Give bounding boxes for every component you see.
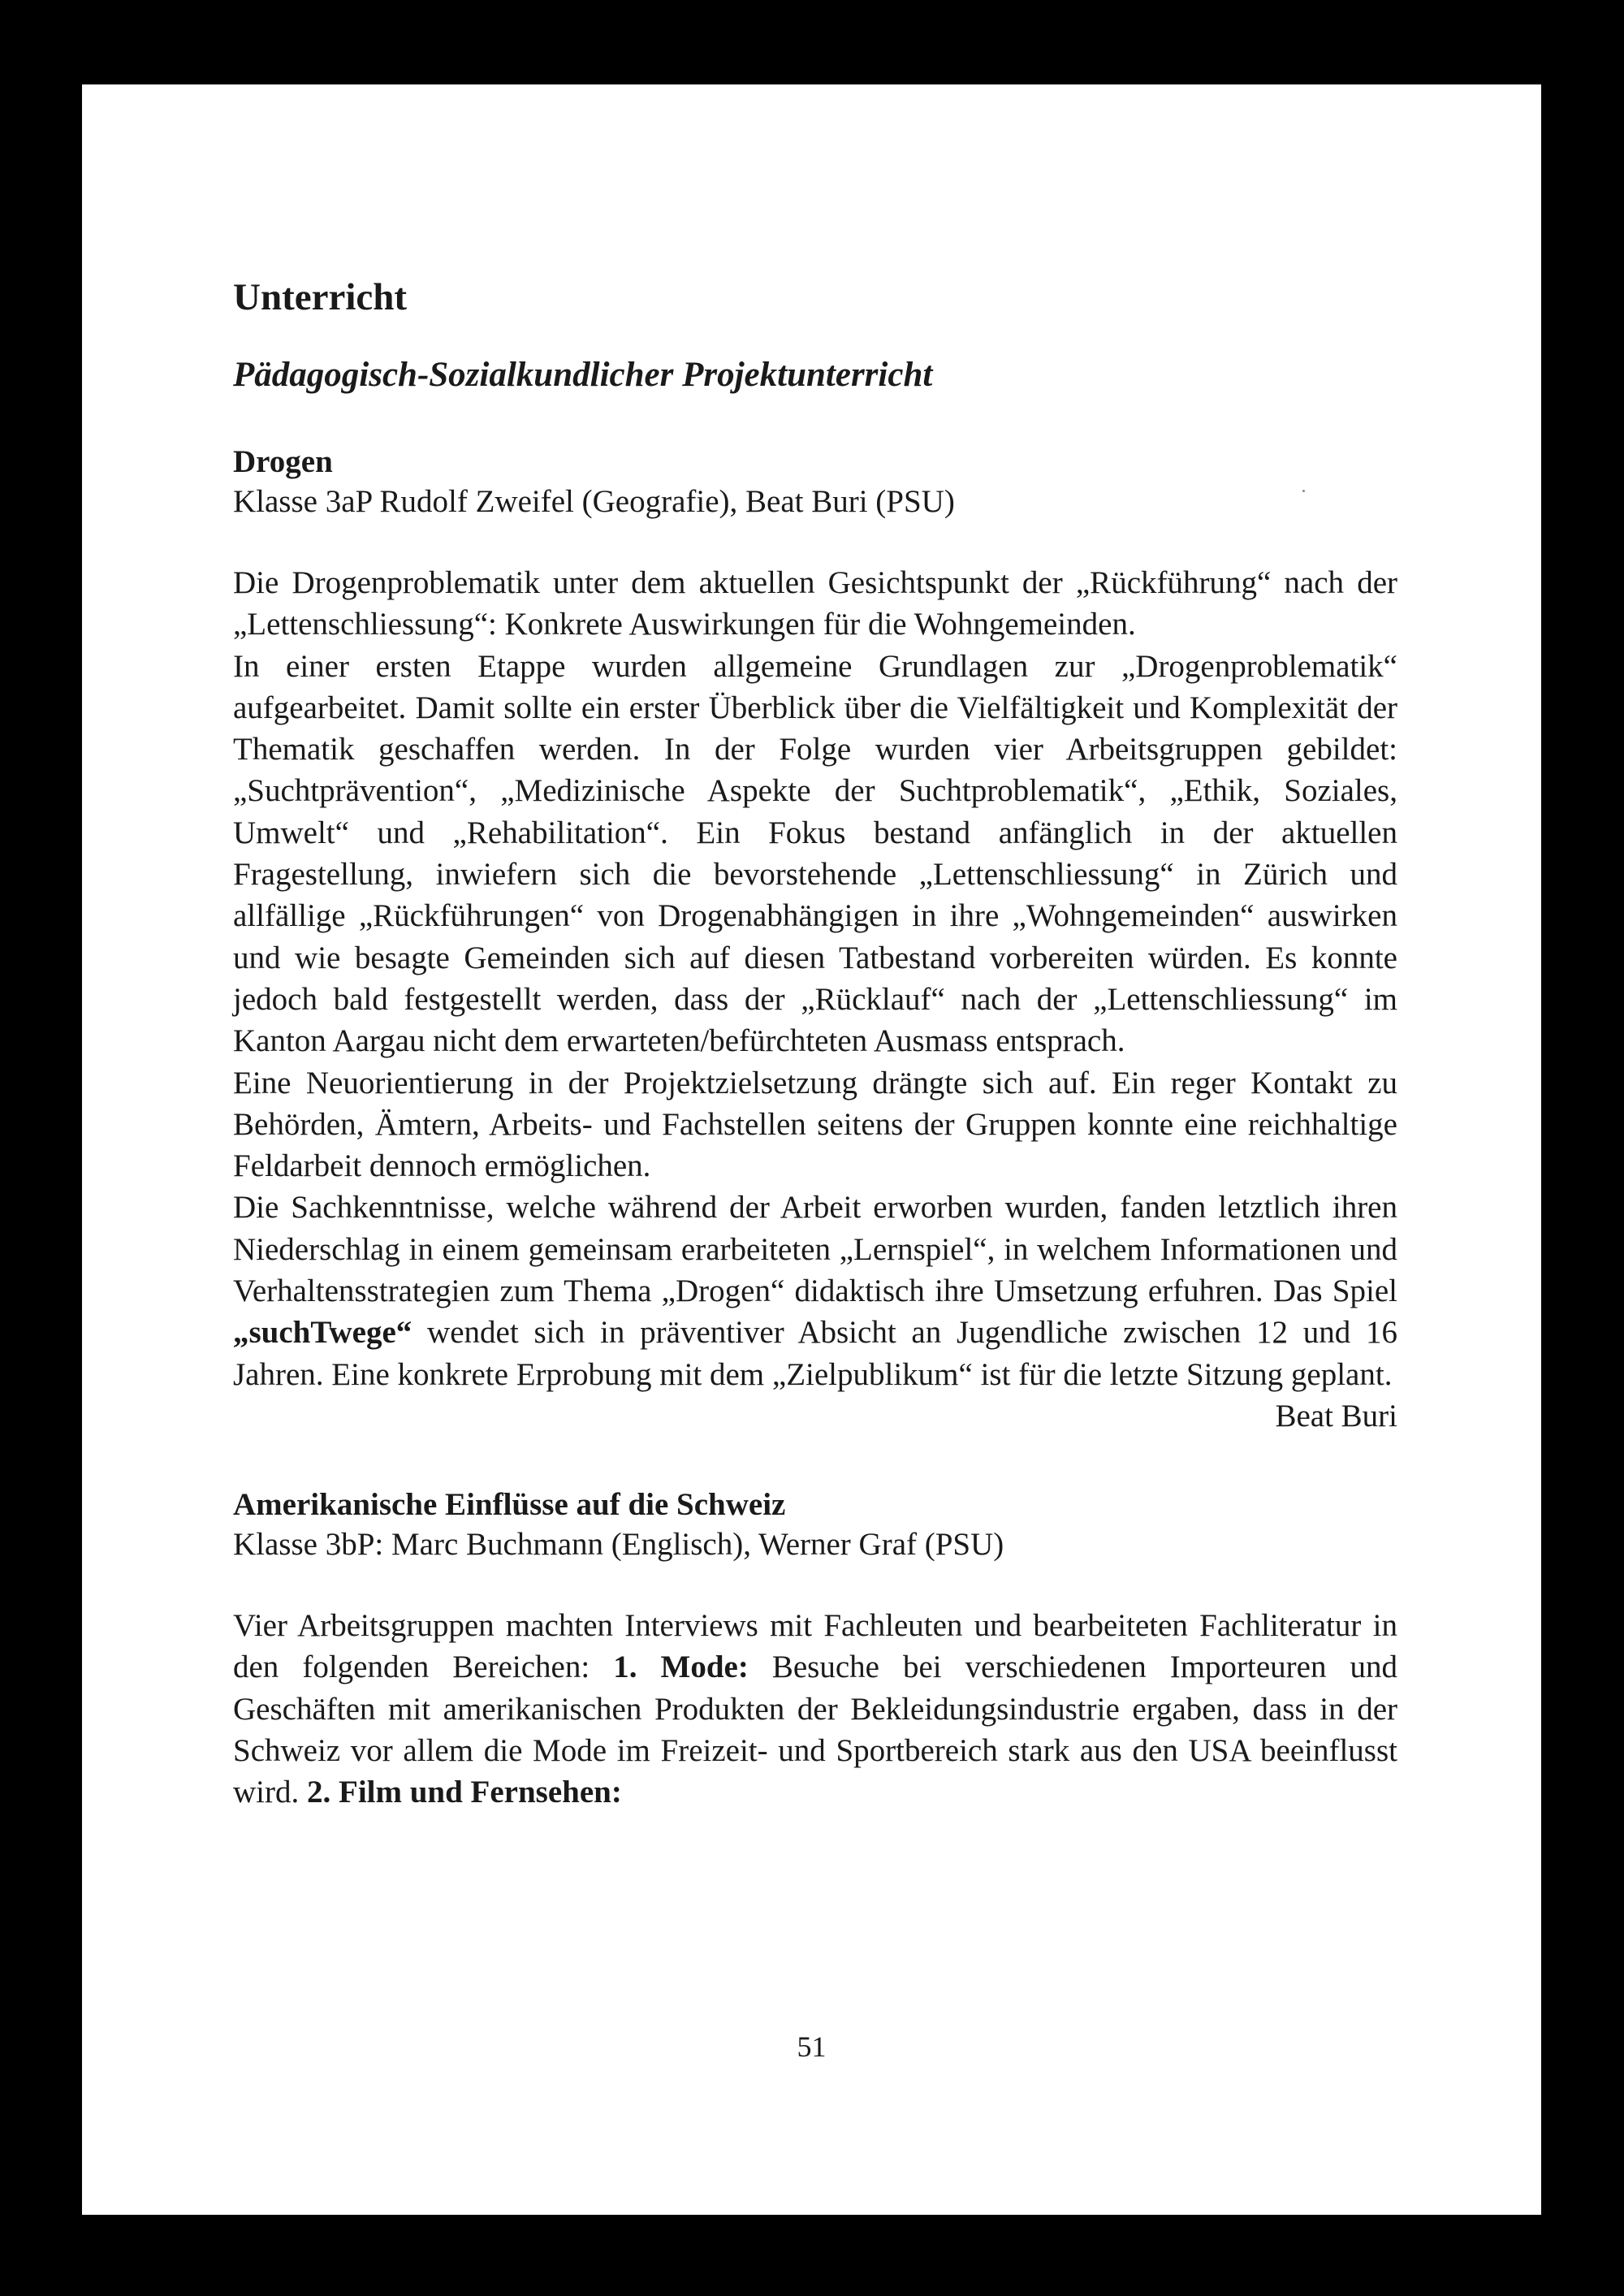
subsection-title: Pädagogisch-Sozialkundlicher Projektunterricht xyxy=(233,356,933,394)
page-number: 51 xyxy=(797,2030,827,2063)
topic-title: Drogen xyxy=(233,444,333,479)
paragraph xyxy=(233,1187,1397,1394)
paragraph-text: Vier Arbeitsgruppen machten Interviews mit Fachleuten und bearbeiteten Fachliteratur in den folgenden Bereichen: xyxy=(233,1607,1397,1685)
paragraph-text: Besuche bei verschiedenen Importeuren und Geschäften mit amerikanischen Produkten der Bekleidungsindustrie ergaben, dass in der Schweiz vor allem die Mode im Freizeit- und Sportbereich stark aus den USA beeinflusst wird. xyxy=(233,1650,1397,1810)
topic-class-info: Klasse 3bP: Marc Buchmann (Englisch), Werner Graf (PSU) xyxy=(233,1526,1004,1562)
paragraph-text: Die Sachkenntnisse, welche während der Arbeit erworben wurden, fanden letztlich ihren Niederschlag in einem gemeinsam erarbeiteten „Lernspiel“, in welchem Informationen und Verhaltensstrategien zum Thema „Drogen“ didaktisch ihre Umsetzung erfuhren. Das Spiel xyxy=(233,1190,1397,1309)
topic-class-info: Klasse 3aP Rudolf Zweifel (Geografie), Beat Buri (PSU) xyxy=(233,484,955,519)
page-content xyxy=(233,275,1397,1813)
topic-amerikanische-einfluesse xyxy=(233,1485,1397,1813)
document-page xyxy=(82,84,1541,2215)
author-signature: Beat Buri xyxy=(1275,1398,1397,1433)
paragraph: Eine Neuorientierung in der Projektzielsetzung drängte sich auf. Ein reger Kontakt zu Behörden, Ämtern, Arbeits- und Fachstellen seitens der Gruppen konnte eine reichhaltige Feldarbeit dennoch ermöglichen. xyxy=(233,1065,1397,1184)
bold-heading: 1. Mode: xyxy=(613,1650,749,1685)
bold-heading: 2. Film und Fernsehen: xyxy=(307,1775,622,1810)
paragraph: In einer ersten Etappe wurden allgemeine Grundlagen zur „Drogenproblematik“ aufgearbeitet. Damit sollte ein erster Überblick über die Vielfältigkeit und Komplexität der Thematik geschaffen werden. In der Folge wurden vier Arbeitsgruppen gebildet: „Suchtprävention“, „Medizinische Aspekte der Suchtproblematik“, „Ethik, Soziales, Umwelt“ und „Rehabilitation“. Ein Fokus bestand anfänglich in der aktuellen Fragestellung, inwiefern sich die bevorstehende „Lettenschliessung“ in Zürich und allfällige „Rückführungen“ von Drogenabhängigen in ihre „Wohngemeinden“ auswirken und wie besagte Gemeinden sich auf diesen Tatbestand vorbereiten würden. Es konnte jedoch bald festgestellt werden, dass der „Rücklauf“ nach der „Lettenschliessung“ im Kanton Aargau nicht dem erwarteten/befürchteten Ausmass entsprach. xyxy=(233,648,1397,1059)
section-title: Unterricht xyxy=(233,276,408,318)
game-title: „suchTwege“ xyxy=(233,1315,412,1351)
topic-drogen xyxy=(233,443,1397,1437)
paragraph: Die Drogenproblematik unter dem aktuellen Gesichtspunkt der „Rückführung“ nach der „Lettenschliessung“: Konkrete Auswirkungen für die Wohngemeinden. xyxy=(233,565,1397,642)
topic-title: Amerikanische Einflüsse auf die Schweiz xyxy=(233,1486,786,1522)
topic-body xyxy=(233,1605,1397,1813)
paragraph-text: wendet sich in präventiver Absicht an Jugendliche zwischen 12 und 16 Jahren. Eine konkrete Erprobung mit dem „Zielpublikum“ ist für die letzte Sitzung geplant. xyxy=(233,1315,1397,1392)
topic-body xyxy=(233,562,1397,1437)
paragraph xyxy=(233,1605,1397,1813)
